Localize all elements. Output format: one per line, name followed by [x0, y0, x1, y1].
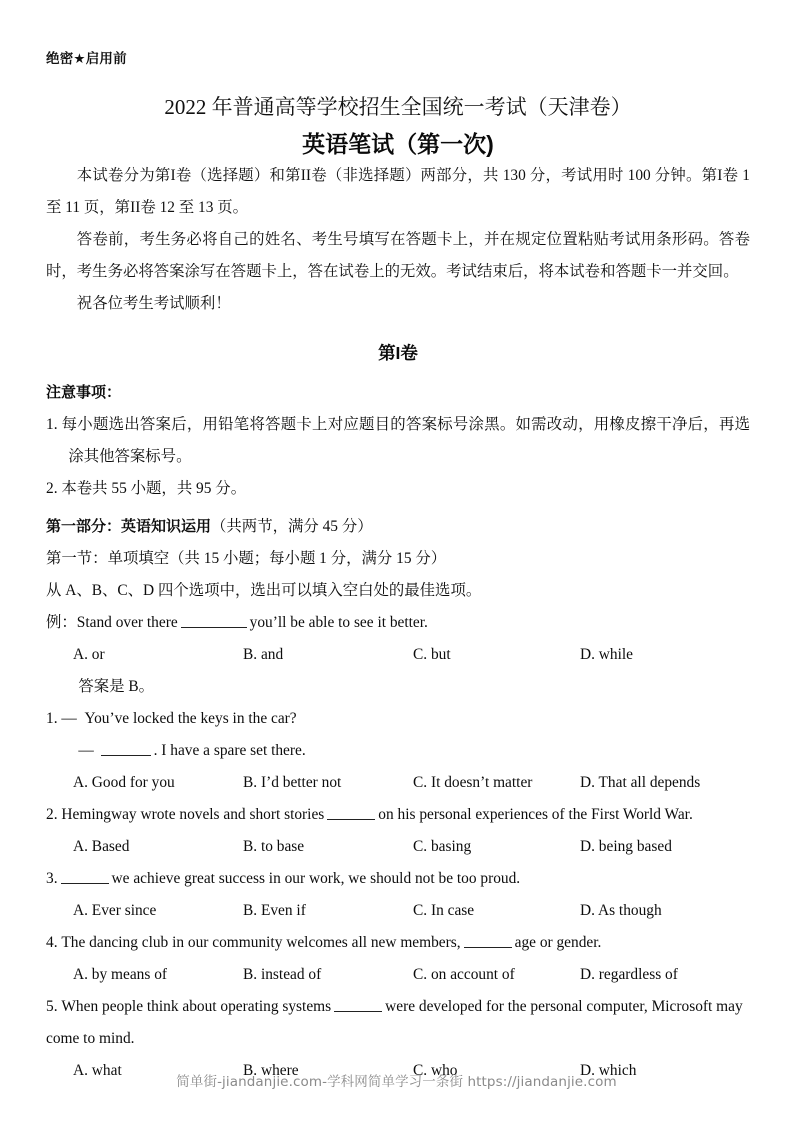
question-1-options	[46, 767, 750, 799]
question-5-stem	[46, 991, 750, 1055]
question-1-reply-dash: —	[78, 741, 94, 759]
question-2-number: 2.	[46, 805, 58, 823]
question-2-option-a[interactable]: A. Based	[73, 837, 130, 855]
part-one-heading	[46, 511, 750, 543]
example-option-c[interactable]: C. but	[413, 645, 451, 663]
notice-item-2: 2. 本卷共 55 小题，共 95 分。	[46, 479, 247, 497]
example-option-b[interactable]: B. and	[243, 645, 284, 663]
question-5-option-c[interactable]: C. who	[413, 1061, 458, 1079]
section-one-instruction: 从 A、B、C、D 四个选项中，选出可以填入空白处的最佳选项。	[46, 581, 482, 599]
notice-item-1: 1. 每小题选出答案后，用铅笔将答题卡上对应题目的答案标号涂黑。如需改动，用橡皮擦干净后，再选涂其他答案标号。	[46, 415, 750, 465]
question-1-number: 1.	[46, 709, 58, 727]
question-1-blank	[101, 740, 151, 756]
question-3-option-c[interactable]: C. In case	[413, 901, 475, 919]
exam-main-title: 2022 年普通高等学校招生全国统一考试（天津卷）	[164, 94, 632, 119]
page-content	[46, 0, 750, 1087]
question-1-dash: —	[61, 709, 77, 727]
section-one-heading: 第一节：单项填空（共 15 小题；每小题 1 分，满分 15 分）	[46, 549, 447, 567]
example-label: 例：	[46, 613, 77, 631]
site-watermark: 简单街-jiandanjie.com-学科网简单学习一条街 https://jiandanjie.com	[176, 1074, 617, 1090]
question-4-option-d[interactable]: D. regardless of	[580, 965, 678, 983]
intro-paragraph-2: 答卷前，考生务必将自己的姓名、考生号填写在答题卡上，并在规定位置粘贴考试用条形码。答卷时，考生务必将答案涂写在答题卡上，答在试卷上的无效。考试结束后，将本试卷和答题卡一并交回。	[46, 230, 750, 280]
notice-heading: 注意事项：	[46, 383, 122, 401]
question-2-stem-before: Hemingway wrote novels and short stories	[61, 805, 325, 823]
example-stem-after: you’ll be able to see it better.	[249, 613, 428, 631]
question-3-blank	[61, 868, 109, 884]
question-3-number: 3.	[46, 869, 58, 887]
question-4-stem-before: The dancing club in our community welcomes all new members,	[61, 933, 461, 951]
question-3-options	[46, 895, 750, 927]
example-blank	[181, 612, 247, 628]
question-4-blank	[464, 932, 512, 948]
example-stem	[46, 607, 750, 639]
example-stem-before: Stand over there	[76, 613, 178, 631]
question-1-line2-after: . I have a spare set there.	[153, 741, 306, 759]
question-3-stem-after: we achieve great success in our work, we should not be too proud.	[111, 869, 521, 887]
question-5-blank	[334, 996, 382, 1012]
question-4-option-a[interactable]: A. by means of	[73, 965, 168, 983]
question-1-line1: You’ve locked the keys in the car?	[84, 709, 297, 727]
question-2-blank	[327, 804, 375, 820]
question-1-option-c[interactable]: C. It doesn’t matter	[413, 773, 533, 791]
example-answer: 答案是 B。	[78, 677, 155, 695]
question-3-option-d[interactable]: D. As though	[580, 901, 662, 919]
part-one-label: 第一部分：英语知识运用	[46, 517, 212, 535]
example-option-d[interactable]: D. while	[580, 645, 634, 663]
question-5-option-d[interactable]: D. which	[580, 1061, 637, 1079]
question-1-option-b[interactable]: B. I’d better not	[243, 773, 342, 791]
question-2-option-d[interactable]: D. being based	[580, 837, 672, 855]
part-one-score-note: （共两节，满分 45 分）	[211, 517, 373, 535]
question-4-option-b[interactable]: B. instead of	[243, 965, 322, 983]
question-3-stem	[46, 863, 750, 895]
question-1-option-d[interactable]: D. That all depends	[580, 773, 701, 791]
question-1-reply-line	[46, 735, 750, 767]
question-4-number: 4.	[46, 933, 58, 951]
exam-sub-title: 英语笔试（第一次)	[302, 130, 494, 157]
question-5-option-b[interactable]: B. where	[243, 1061, 299, 1079]
question-1-option-a[interactable]: A. Good for you	[73, 773, 175, 791]
question-5-stem-after: were developed for the personal computer, Microsoft may come to mind.	[46, 997, 743, 1047]
secrecy-mark: 绝密★启用前	[46, 51, 127, 66]
question-3-option-a[interactable]: A. Ever since	[73, 901, 157, 919]
question-2-option-c[interactable]: C. basing	[413, 837, 472, 855]
question-2-options	[46, 831, 750, 863]
question-2-stem	[46, 799, 750, 831]
intro-paragraph-3: 祝各位考生考试顺利！	[76, 294, 231, 312]
question-4-options	[46, 959, 750, 991]
question-5-number: 5.	[46, 997, 58, 1015]
question-5-stem-before: When people think about operating systems	[61, 997, 332, 1015]
question-4-stem	[46, 927, 750, 959]
question-4-option-c[interactable]: C. on account of	[413, 965, 515, 983]
question-2-option-b[interactable]: B. to base	[243, 837, 305, 855]
question-5-option-a[interactable]: A. what	[73, 1061, 122, 1079]
question-1-stem	[46, 703, 750, 735]
example-options	[46, 639, 750, 671]
example-option-a[interactable]: A. or	[73, 645, 105, 663]
volume-title: 第I卷	[378, 342, 418, 363]
question-3-option-b[interactable]: B. Even if	[243, 901, 306, 919]
question-4-stem-after: age or gender.	[514, 933, 602, 951]
intro-paragraph-1: 本试卷分为第I卷（选择题）和第II卷（非选择题）两部分，共 130 分，考试用时 100 分钟。第I卷 1 至 11 页，第II卷 12 至 13 页。	[46, 166, 750, 216]
question-2-stem-after: on his personal experiences of the First World War.	[378, 805, 693, 823]
